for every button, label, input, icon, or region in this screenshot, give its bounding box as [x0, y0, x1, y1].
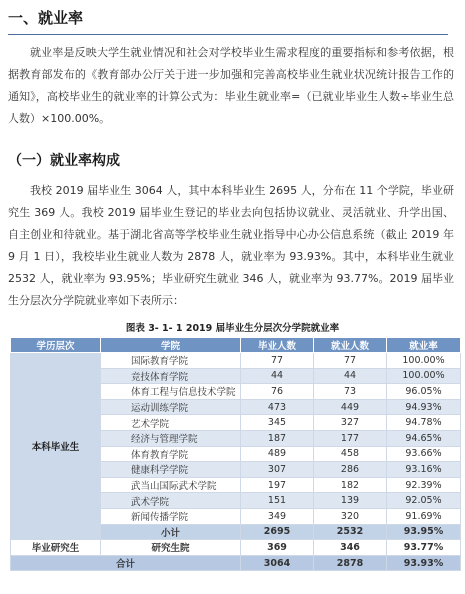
graduates-cell: 77 — [241, 353, 314, 369]
employed-cell: 139 — [314, 493, 387, 509]
header-graduates: 毕业人数 — [241, 338, 314, 353]
graduates-cell: 473 — [241, 399, 314, 415]
grad-rate: 93.77% — [387, 540, 461, 556]
employed-cell: 320 — [314, 508, 387, 524]
subtotal-rate: 93.95% — [387, 524, 461, 540]
college-cell: 艺术学院 — [101, 415, 241, 431]
subtotal-graduates: 2695 — [241, 524, 314, 540]
college-cell: 国际教育学院 — [101, 353, 241, 369]
rate-cell: 100.00% — [387, 368, 461, 384]
table-caption: 图表 3- 1- 1 2019 届毕业生分层次分学院就业率 — [125, 323, 340, 334]
college-cell: 竞技体育学院 — [101, 368, 241, 384]
table-row — [11, 353, 461, 369]
grad-row — [11, 540, 461, 556]
total-label: 合计 — [11, 555, 241, 571]
intro-paragraph: 就业率是反映大学生就业情况和社会对学校毕业生需求程度的重要指标和参考依据，根据教育部发布的《教育部办公厅关于进一步加强和完善高校毕业生就业状况统计报告工作的通知》，高校毕业生的就业率的计算公式为：毕业生就业率=（已就业毕业生人数÷毕业生总人数）×100.00%。 — [8, 46, 454, 125]
graduates-cell: 349 — [241, 508, 314, 524]
college-cell: 运动训练学院 — [101, 399, 241, 415]
rate-cell: 91.69% — [387, 508, 461, 524]
subtotal-employed: 2532 — [314, 524, 387, 540]
college-cell: 体育工程与信息技术学院 — [101, 384, 241, 400]
rate-cell: 100.00% — [387, 353, 461, 369]
level-undergrad: 本科毕业生 — [11, 353, 101, 540]
level-grad: 毕业研究生 — [11, 540, 101, 556]
grad-graduates: 369 — [241, 540, 314, 556]
employed-cell: 77 — [314, 353, 387, 369]
total-rate: 93.93% — [387, 555, 461, 571]
college-cell: 新闻传播学院 — [101, 508, 241, 524]
grad-college: 研究生院 — [101, 540, 241, 556]
subsection-title: （一）就业率构成 — [8, 153, 120, 169]
rate-cell: 94.93% — [387, 399, 461, 415]
graduates-cell: 76 — [241, 384, 314, 400]
body-paragraph: 我校 2019 届毕业生 3064 人，其中本科毕业生 2695 人，分布在 11 个学院，毕业研究生 369 人。我校 2019 届毕业生登记的毕业去向包括协议就业、灵活就业、升学出国、自主创业和待就业。基于湖北省高等学校毕业生就业指导中心办公信息系统（截止 2019 年 9 月 1 日），我校毕业生就业人数为 2878 人，就业率为 93.93%。其中，本科毕业生就业 2532 人，就业率为 93.95%；毕业研究生就业 346 人，就业率为 93.77%。2019 届毕业生分层次分学院就业率如下表所示： — [8, 184, 454, 307]
graduates-cell: 151 — [241, 493, 314, 509]
graduates-cell: 489 — [241, 446, 314, 462]
employed-cell: 177 — [314, 430, 387, 446]
graduates-cell: 187 — [241, 430, 314, 446]
graduates-cell: 307 — [241, 462, 314, 478]
rate-cell: 92.39% — [387, 477, 461, 493]
employed-cell: 458 — [314, 446, 387, 462]
graduates-cell: 197 — [241, 477, 314, 493]
rate-cell: 93.66% — [387, 446, 461, 462]
college-cell: 健康科学学院 — [101, 462, 241, 478]
college-cell: 经济与管理学院 — [101, 430, 241, 446]
header-college: 学院 — [101, 338, 241, 353]
grad-employed: 346 — [314, 540, 387, 556]
graduates-cell: 44 — [241, 368, 314, 384]
graduates-cell: 345 — [241, 415, 314, 431]
employment-rate-table — [10, 337, 461, 571]
college-cell: 武术学院 — [101, 493, 241, 509]
subtotal-label: 小计 — [101, 524, 241, 540]
college-cell: 体育教育学院 — [101, 446, 241, 462]
employed-cell: 327 — [314, 415, 387, 431]
rate-cell: 96.05% — [387, 384, 461, 400]
total-row — [11, 555, 461, 571]
employed-cell: 182 — [314, 477, 387, 493]
employed-cell: 286 — [314, 462, 387, 478]
header-rate: 就业率 — [387, 338, 461, 353]
employed-cell: 44 — [314, 368, 387, 384]
total-employed: 2878 — [314, 555, 387, 571]
employed-cell: 73 — [314, 384, 387, 400]
rate-cell: 92.05% — [387, 493, 461, 509]
table-header-row — [11, 338, 461, 353]
rate-cell: 94.78% — [387, 415, 461, 431]
college-cell: 武当山国际武术学院 — [101, 477, 241, 493]
total-graduates: 3064 — [241, 555, 314, 571]
rate-cell: 93.16% — [387, 462, 461, 478]
rate-cell: 94.65% — [387, 430, 461, 446]
section-title: 一、就业率 — [8, 8, 448, 35]
header-level: 学历层次 — [11, 338, 101, 353]
header-employed: 就业人数 — [314, 338, 387, 353]
employed-cell: 449 — [314, 399, 387, 415]
